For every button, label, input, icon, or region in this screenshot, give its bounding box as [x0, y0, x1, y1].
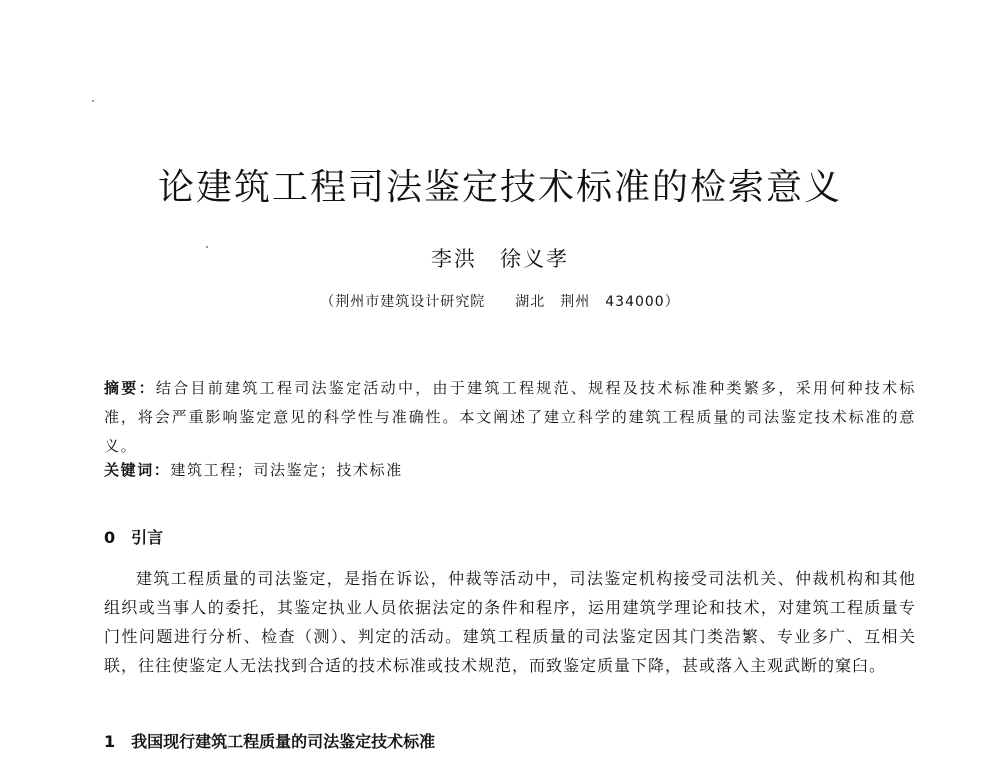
paper-title: 论建筑工程司法鉴定技术标准的检索意义	[157, 167, 842, 208]
intro-paragraph: 建筑工程质量的司法鉴定，是指在诉讼，仲裁等活动中，司法鉴定机构接受司法机关、仲裁机构和其他组织或当事人的委托，其鉴定执业人员依据法定的条件和程序，运用建筑学理论和技术，对建筑工程质量专门性问题进行分析、检查（测）、判定的活动。建筑工程质量的司法鉴定因其门类浩繁、专业多广、互相关联，往往使鉴定人无法找到合适的技术标准或技术规范，而致鉴定质量下降，甚或落入主观武断的窠臼。	[104, 569, 916, 675]
author-affiliation: （荆州市建筑设计研究院 湖北 荆州 434000）	[320, 294, 680, 310]
section-number: 1	[104, 732, 116, 751]
abstract-label: 摘要：	[104, 379, 156, 397]
section-heading-1	[104, 728, 435, 756]
keywords-label: 关键词：	[104, 461, 171, 479]
scan-speck	[92, 100, 94, 102]
section-heading-0	[104, 524, 163, 552]
author-list: 李洪 徐义孝	[431, 247, 569, 271]
abstract	[104, 374, 916, 461]
section-number: 0	[104, 528, 116, 547]
section-title: 引言	[131, 528, 164, 547]
keywords	[104, 456, 916, 485]
section-title: 我国现行建筑工程质量的司法鉴定技术标准	[131, 732, 436, 751]
keywords-text: 建筑工程；司法鉴定；技术标准	[170, 461, 403, 479]
abstract-text: 结合目前建筑工程司法鉴定活动中，由于建筑工程规范、规程及技术标准种类繁多，采用何种技术标准，将会严重影响鉴定意见的科学性与准确性。本文阐述了建立科学的建筑工程质量的司法鉴定技术标准的意义。	[104, 379, 916, 455]
